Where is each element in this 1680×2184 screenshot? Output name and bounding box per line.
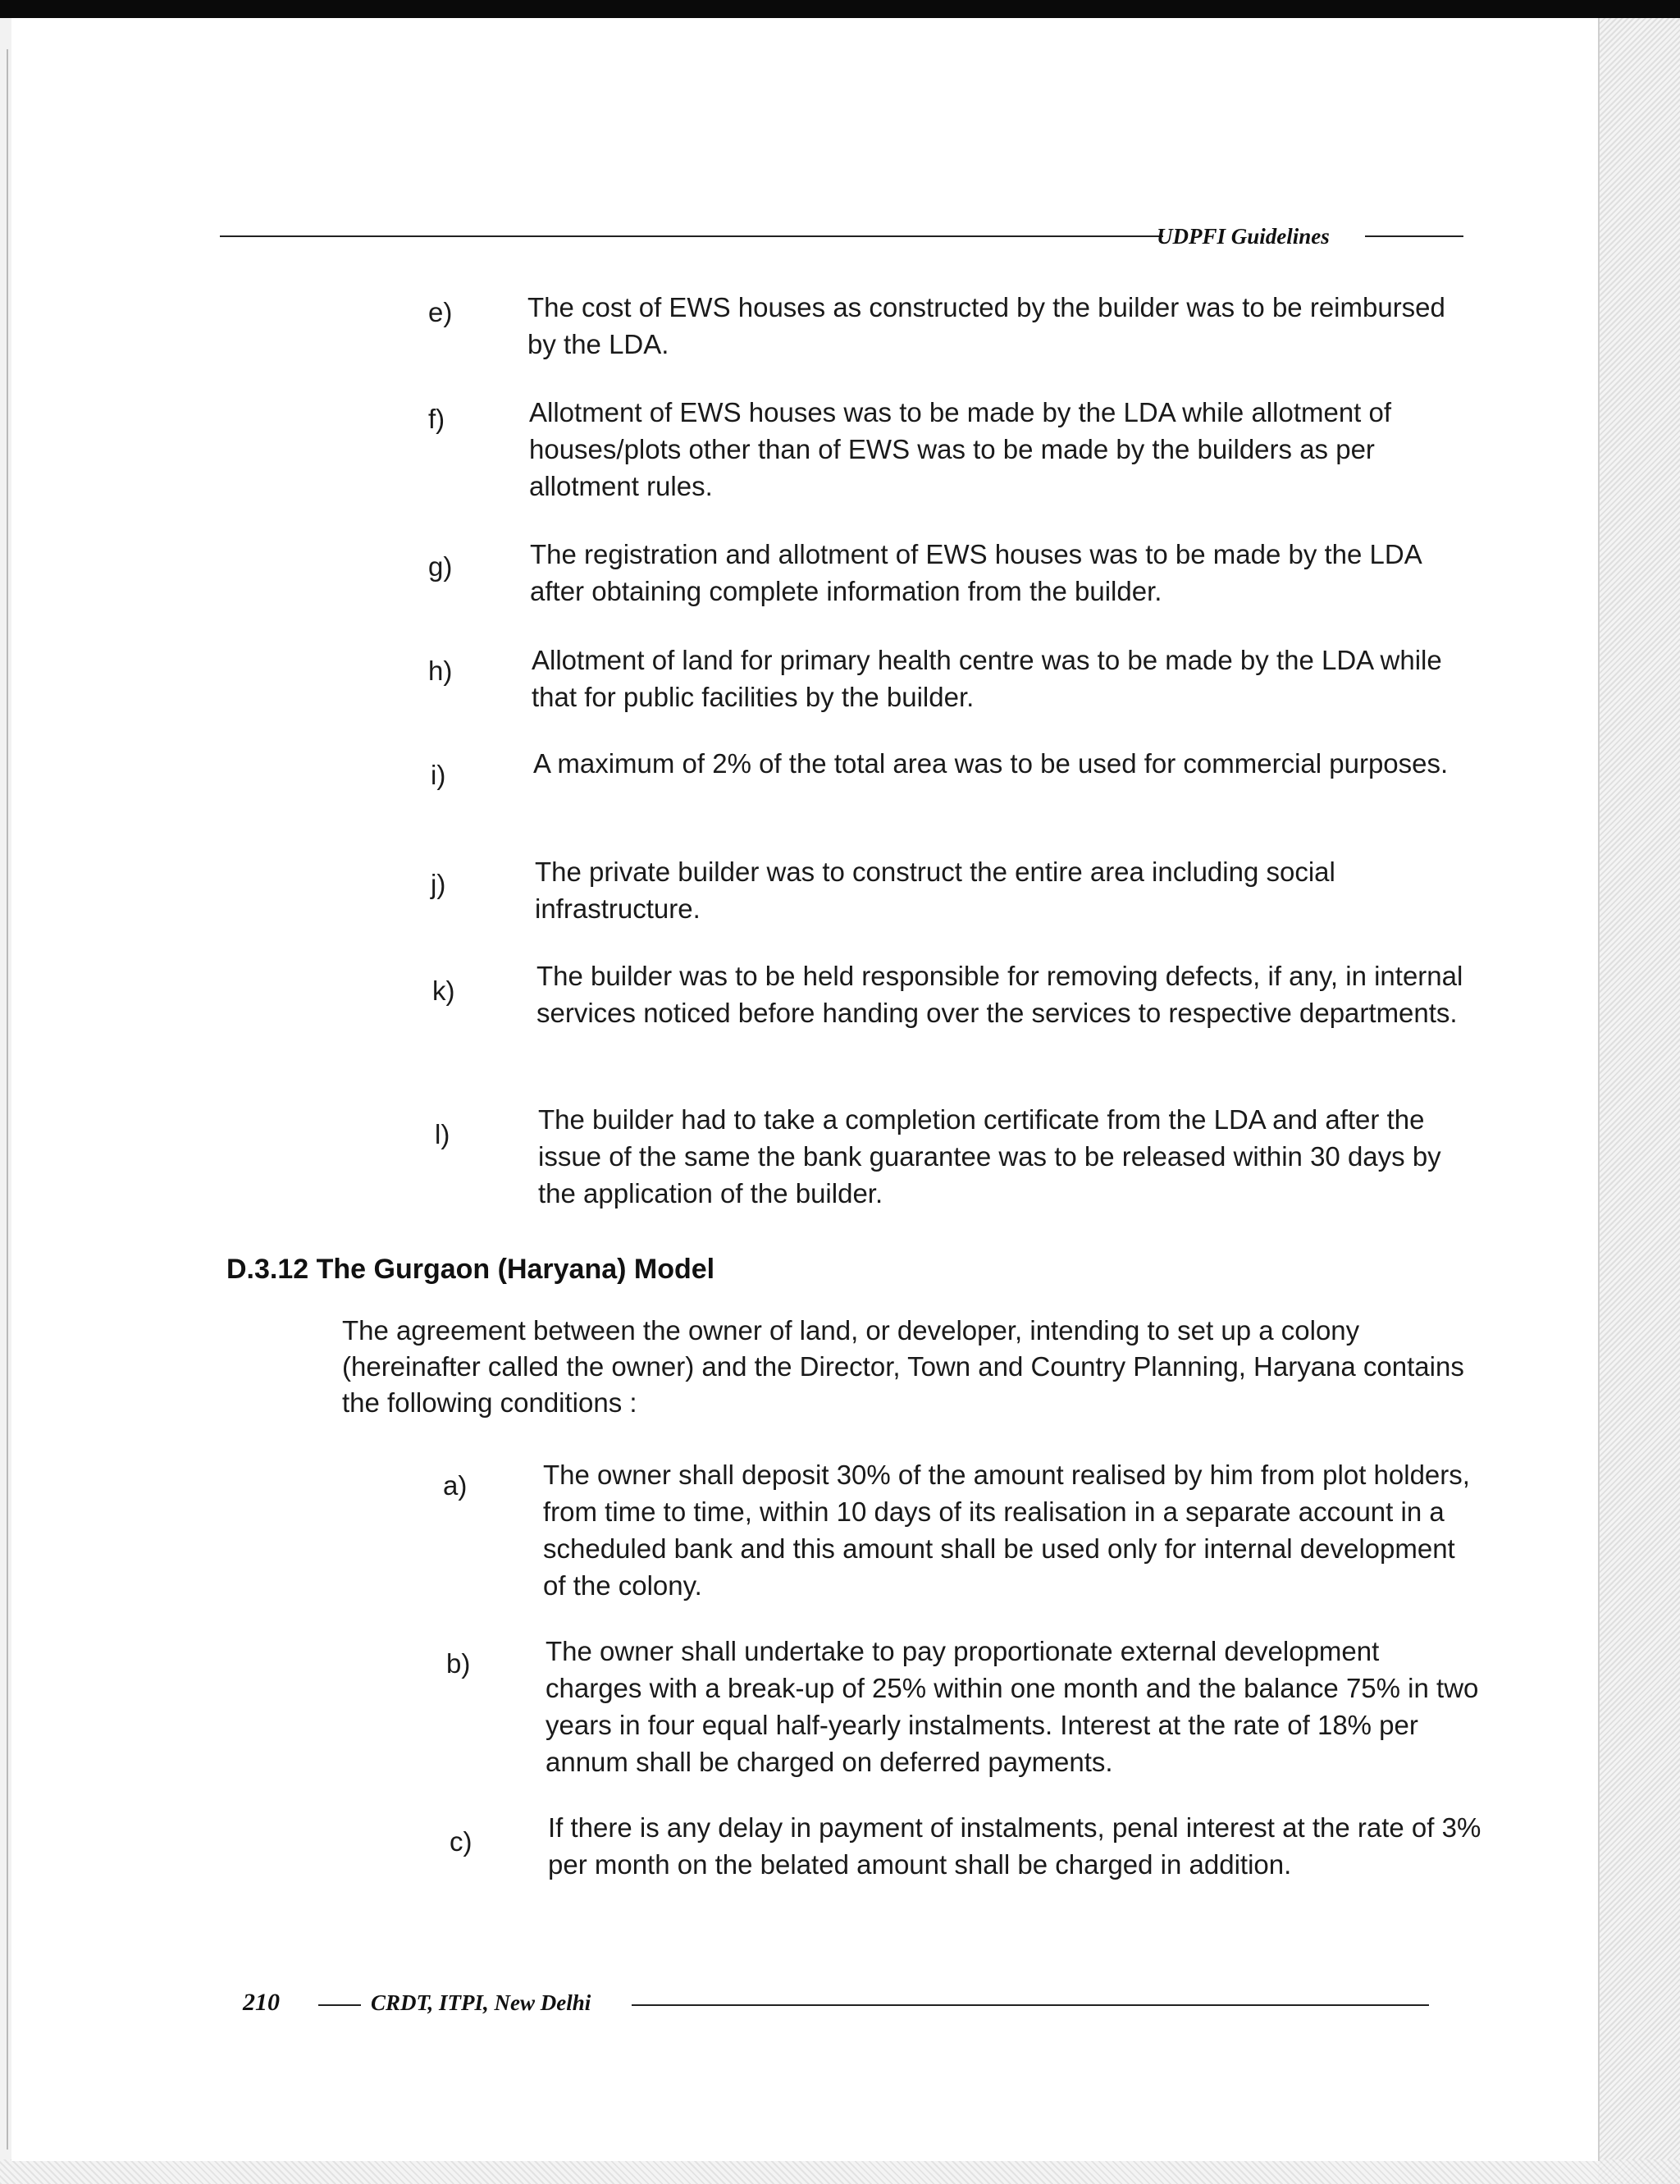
scan-right-margin: [1598, 18, 1680, 2184]
list-item: The registration and allotment of EWS houses was to be made by the LDA after obtaining complete information from the builder.: [530, 539, 1421, 606]
list-item-marker: a): [443, 1470, 468, 1501]
list-item-marker: j): [431, 869, 446, 899]
section-heading: D.3.12 The Gurgaon (Haryana) Model: [226, 1254, 715, 1285]
list-item: The builder had to take a completion certificate from the LDA and after the issue of the same the bank guarantee was to be released within 30 days by the application of the builder.: [538, 1104, 1441, 1209]
list-item-marker: h): [428, 656, 453, 686]
list-item: If there is any delay in payment of instalments, penal interest at the rate of 3% per month on the belated amount shall be charged in addition.: [548, 1812, 1481, 1880]
list-item: The owner shall undertake to pay proportionate external development charges with a break-up of 25% within one month and the balance 75% in two years in four equal half-yearly instalments. Interest at the rate of 18% per annum shall be charged on deferred payments.: [546, 1636, 1479, 1777]
header-rule: [220, 235, 1163, 237]
scan-left-edge: [7, 49, 8, 2150]
list-item: The cost of EWS houses as constructed by the builder was to be reimbursed by the LDA.: [527, 292, 1445, 359]
list-item-marker: c): [450, 1826, 472, 1857]
list-item: The owner shall deposit 30% of the amount realised by him from plot holders, from time to time, within 10 days of its realisation in a separate account in a scheduled bank and this amount shall be used only for internal development of the colony.: [543, 1460, 1470, 1601]
footer-source: CRDT, ITPI, New Delhi: [371, 1990, 591, 2015]
list-item: The builder was to be held responsible for removing defects, if any, in internal services noticed before handing over the services to respective departments.: [536, 961, 1463, 1028]
list-item-marker: b): [446, 1648, 471, 1679]
scan-top-border: [0, 0, 1680, 18]
list-item-marker: f): [428, 404, 445, 434]
list-item: A maximum of 2% of the total area was to be used for commercial purposes.: [533, 748, 1449, 779]
header-rule-trailing: [1365, 235, 1463, 237]
list-item-marker: e): [428, 297, 453, 327]
list-item: Allotment of EWS houses was to be made by the LDA while allotment of houses/plots other than of EWS was to be made by the builders as per allotment rules.: [529, 397, 1392, 501]
list-item-marker: l): [435, 1119, 450, 1149]
list-item-marker: k): [432, 975, 455, 1006]
list-item-marker: i): [431, 760, 446, 790]
section-intro-paragraph: The agreement between the owner of land, or developer, intending to set up a colony (hereinafter called the owner) and the Director, Town and Country Planning, Haryana contains the following conditions :: [342, 1315, 1464, 1418]
footer-dash: [318, 2004, 361, 2006]
page-number: 210: [243, 1989, 280, 2016]
running-header-title: UDPFI Guidelines: [1157, 224, 1330, 249]
list-item-marker: g): [428, 551, 453, 582]
scan-bottom-margin: [0, 2159, 1680, 2184]
footer-rule: [632, 2004, 1429, 2006]
list-item: The private builder was to construct the entire area including social infrastructure.: [535, 857, 1335, 924]
list-item: Allotment of land for primary health centre was to be made by the LDA while that for public facilities by the builder.: [532, 645, 1442, 712]
